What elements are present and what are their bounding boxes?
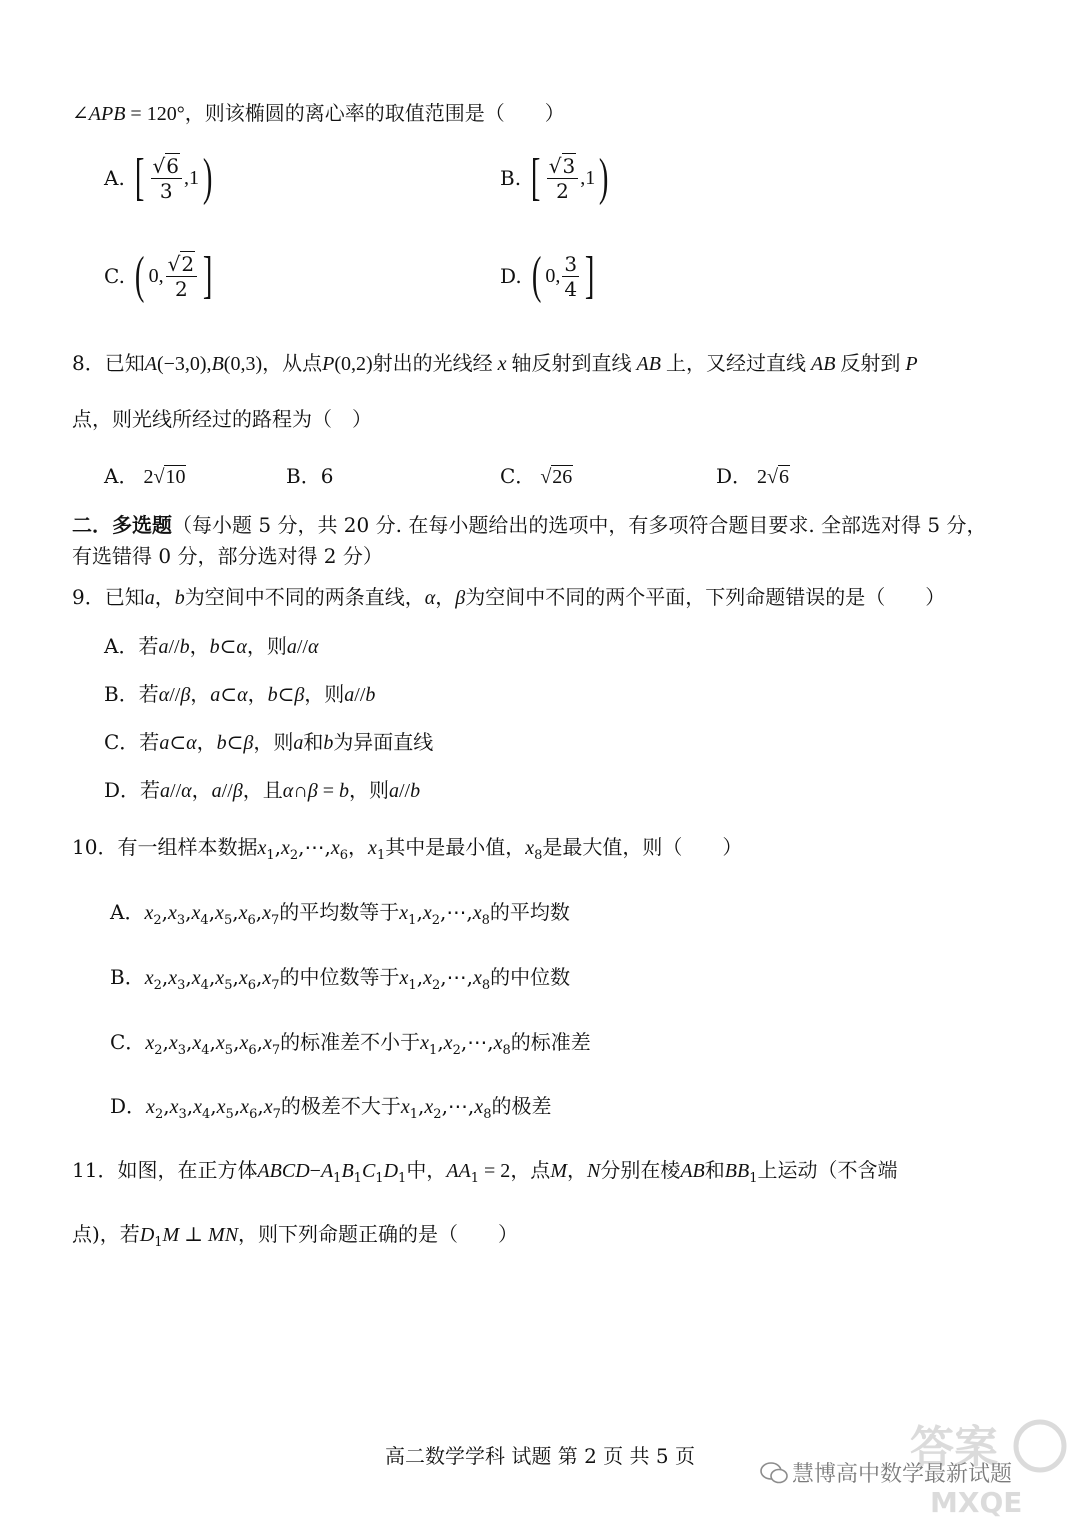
q10-option-b: B．$x_2,x_3,x_4,x_5,x_6,x_7$的中位数等于$x_1,x_2,\cdots,x_8$的中位数 <box>110 965 571 993</box>
q7-option-a: A. [ $\frac{√6}{3}$ ,1) <box>104 149 213 206</box>
q10-option-a: A．$x_2,x_3,x_4,x_5,x_6,x_7$的平均数等于$x_1,x_2,\cdots,x_8$的平均数 <box>110 900 570 928</box>
section-2-header: 二．多选题（每小题 5 分，共 20 分. 在每小题给出的选项中，有多项符合题目要求. 全部选对得 5 分， <box>72 513 987 537</box>
watermark-text: 慧博高中数学最新试题 <box>792 1462 1013 1487</box>
q8-stem-line1: 8．已知A(−3,0),B(0,3)，从点P(0,2)射出的光线经 x 轴反射到直线 AB 上，又经过直线 AB 反射到 P <box>72 351 918 375</box>
q9-stem: 9．已知a，b为空间中不同的两条直线，α，β为空间中不同的两个平面，下列命题错误的是（ ） <box>72 585 946 609</box>
q8-option-d: D． 2√6 <box>716 464 790 488</box>
q10-option-d: D．$x_2,x_3,x_4,x_5,x_6,x_7$的极差不大于$x_1,x_2,\cdots,x_8$的极差 <box>110 1094 552 1122</box>
q8-option-a: A． 2√10 <box>104 464 186 488</box>
svg-text:答案: 答案 <box>910 1422 998 1473</box>
q8-option-c: C． √26 <box>500 464 573 488</box>
section-2-title: 二．多选题 <box>72 513 172 537</box>
q10-stem: 10．有一组样本数据$x_1,x_2,\cdots,x_6$，$x_1$其中是最小值，$x_8$是最大值，则（ ） <box>72 835 743 863</box>
q8-stem-line2: 点，则光线所经过的路程为（ ） <box>72 407 372 431</box>
q11-stem-line1: 11．如图，在正方体$ABCD-A_1B_1C_1D_1$中，$AA_1 = 2$，点M，N分别在棱AB和$BB_1$上运动（不含端 <box>72 1158 898 1186</box>
wechat-icon <box>760 1462 788 1484</box>
page-footer: 高二数学学科 试题 第 2 页 共 5 页 <box>385 1444 695 1468</box>
q7-option-b: B. [ $\frac{√3}{2}$ ,1) <box>500 149 609 206</box>
q9-option-d: D．若a//α，a//β，且α∩β = b，则a//b <box>104 778 421 802</box>
q8-option-b: B．6 <box>286 464 334 488</box>
q11-stem-line2: 点)，若$D_1M$ ⊥ MN，则下列命题正确的是（ ） <box>72 1222 519 1250</box>
q7-option-c: C. ( 0, $\frac{√2}{2}$ ] <box>104 247 213 304</box>
section-2-desc: 有选错得 0 分，部分选对得 2 分） <box>72 544 383 568</box>
q9-option-c: C．若a⊂α，b⊂β，则a和b为异面直线 <box>104 730 434 754</box>
q7-stem: ∠APB = 120°，则该椭圆的离心率的取值范围是（ ） <box>72 101 565 125</box>
q9-option-b: B．若α//β，a⊂α，b⊂β，则a//b <box>104 682 376 706</box>
svg-text:MXQE: MXQE <box>930 1486 1023 1519</box>
q7-option-d: D. ( 0, $\frac{3}{4}$ ] <box>500 247 595 304</box>
q9-option-a: A．若a//b，b⊂α，则a//α <box>104 634 319 658</box>
q10-option-c: C．$x_2,x_3,x_4,x_5,x_6,x_7$的标准差不小于$x_1,x_2,\cdots,x_8$的标准差 <box>110 1030 591 1058</box>
